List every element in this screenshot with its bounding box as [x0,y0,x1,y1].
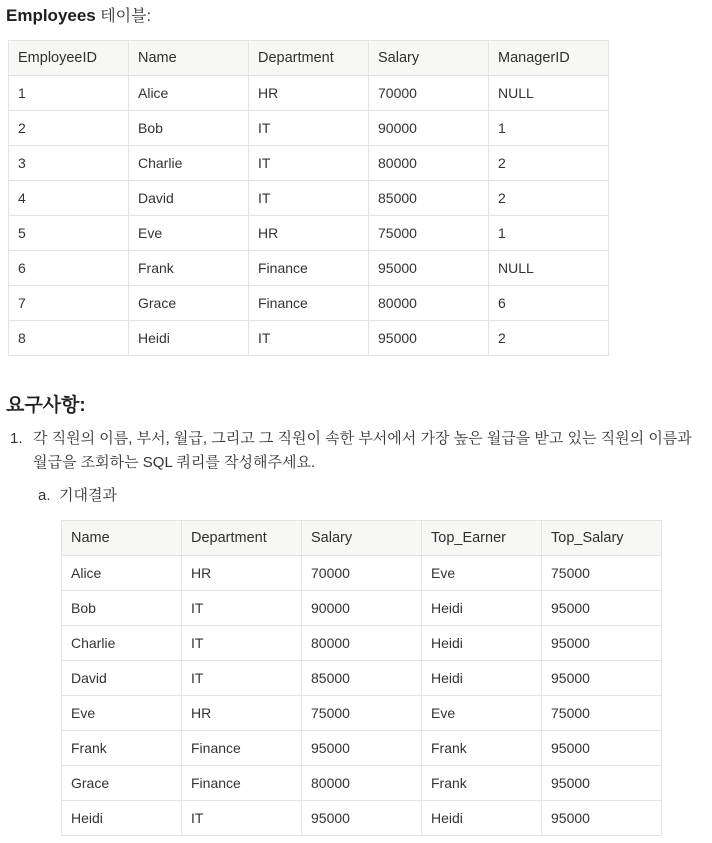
column-header-top-salary: Top_Salary [542,521,662,556]
table-row [9,111,609,146]
table-cell: IT [249,321,369,356]
column-header-department: Department [249,41,369,76]
table-row [9,251,609,286]
table-cell: 85000 [302,661,422,696]
table-cell: IT [249,111,369,146]
table-cell: Heidi [422,591,542,626]
table-row [62,626,662,661]
table-cell: David [129,181,249,216]
table-cell: 80000 [302,766,422,801]
table-cell: 95000 [542,766,662,801]
requirements-heading: 요구사항: [6,395,86,416]
table-cell: Eve [422,556,542,591]
table-cell: HR [182,696,302,731]
list-item [10,427,710,475]
table-cell: Frank [62,731,182,766]
table-cell: Bob [62,591,182,626]
sub-list-item-text: 기대결과 [59,487,117,504]
table-cell: 4 [9,181,129,216]
table-cell: 2 [489,181,609,216]
table-cell: 3 [9,146,129,181]
table-row [62,731,662,766]
table-cell: 95000 [542,731,662,766]
table-cell: Heidi [62,801,182,836]
table-cell: 90000 [302,591,422,626]
list-item-text: 각 직원의 이름, 부서, 월급, 그리고 그 직원이 속한 부서에서 가장 높은 월급을 받고 있는 직원의 이름과 월급을 조회하는 SQL 쿼리를 작성해주세요. [33,430,692,471]
table-cell: 80000 [369,146,489,181]
table-cell: 75000 [542,556,662,591]
table-cell: Eve [129,216,249,251]
table-cell: 80000 [369,286,489,321]
employees-table-heading [6,5,151,28]
table-row [9,76,609,111]
sub-list-item-number: a. [38,487,51,504]
column-header-department: Department [182,521,302,556]
table-cell: HR [249,216,369,251]
column-header-name: Name [129,41,249,76]
table-header-row [9,41,609,76]
table-cell: Heidi [129,321,249,356]
table-row [62,766,662,801]
table-cell: 1 [489,111,609,146]
table-cell: IT [249,146,369,181]
heading-table-suffix: 테이블: [95,8,152,25]
column-header-name: Name [62,521,182,556]
requirements-list [10,427,710,475]
table-cell: 95000 [369,321,489,356]
table-cell: 95000 [542,591,662,626]
table-cell: 70000 [369,76,489,111]
table-row [9,181,609,216]
table-cell: 95000 [302,801,422,836]
table-cell: Charlie [129,146,249,181]
column-header-salary: Salary [369,41,489,76]
table-cell: NULL [489,251,609,286]
table-cell: 2 [489,321,609,356]
table-row [62,661,662,696]
table-cell: Finance [182,766,302,801]
table-cell: 1 [489,216,609,251]
table-cell: Eve [422,696,542,731]
sub-list-item [38,484,117,508]
table-cell: Grace [129,286,249,321]
table-cell: 95000 [302,731,422,766]
table-cell: Alice [129,76,249,111]
table-cell: IT [182,801,302,836]
table-row [9,146,609,181]
heading-table-name: Employees [6,6,96,25]
table-cell: 95000 [542,626,662,661]
table-cell: Heidi [422,801,542,836]
table-cell: 95000 [542,661,662,696]
table-cell: 1 [9,76,129,111]
table-cell: Frank [422,731,542,766]
table-cell: 8 [9,321,129,356]
table-cell: 7 [9,286,129,321]
table-cell: 6 [9,251,129,286]
table-cell: HR [182,556,302,591]
column-header-employeeid: EmployeeID [9,41,129,76]
table-cell: Finance [249,286,369,321]
table-cell: IT [182,661,302,696]
table-header-row [62,521,662,556]
table-cell: IT [249,181,369,216]
table-cell: 75000 [542,696,662,731]
table-cell: Frank [129,251,249,286]
list-item-number: 1. [10,430,23,447]
column-header-salary: Salary [302,521,422,556]
employees-table [8,40,609,356]
table-cell: Frank [422,766,542,801]
table-cell: HR [249,76,369,111]
table-row [9,321,609,356]
table-cell: Finance [182,731,302,766]
table-row [62,801,662,836]
table-row [62,556,662,591]
table-cell: Charlie [62,626,182,661]
column-header-top-earner: Top_Earner [422,521,542,556]
table-cell: 5 [9,216,129,251]
table-cell: Grace [62,766,182,801]
table-cell: IT [182,626,302,661]
table-row [62,591,662,626]
table-cell: 95000 [369,251,489,286]
table-cell: Heidi [422,661,542,696]
expected-result-table [61,520,662,836]
table-cell: Finance [249,251,369,286]
table-cell: 2 [489,146,609,181]
table-cell: 80000 [302,626,422,661]
table-cell: Heidi [422,626,542,661]
table-cell: 2 [9,111,129,146]
table-cell: David [62,661,182,696]
table-row [9,216,609,251]
table-cell: NULL [489,76,609,111]
table-cell: 75000 [369,216,489,251]
table-cell: Eve [62,696,182,731]
table-cell: 90000 [369,111,489,146]
table-cell: Bob [129,111,249,146]
table-cell: 6 [489,286,609,321]
column-header-managerid: ManagerID [489,41,609,76]
table-cell: IT [182,591,302,626]
table-cell: 85000 [369,181,489,216]
table-row [62,696,662,731]
table-cell: 95000 [542,801,662,836]
table-cell: 75000 [302,696,422,731]
table-cell: 70000 [302,556,422,591]
table-cell: Alice [62,556,182,591]
table-row [9,286,609,321]
